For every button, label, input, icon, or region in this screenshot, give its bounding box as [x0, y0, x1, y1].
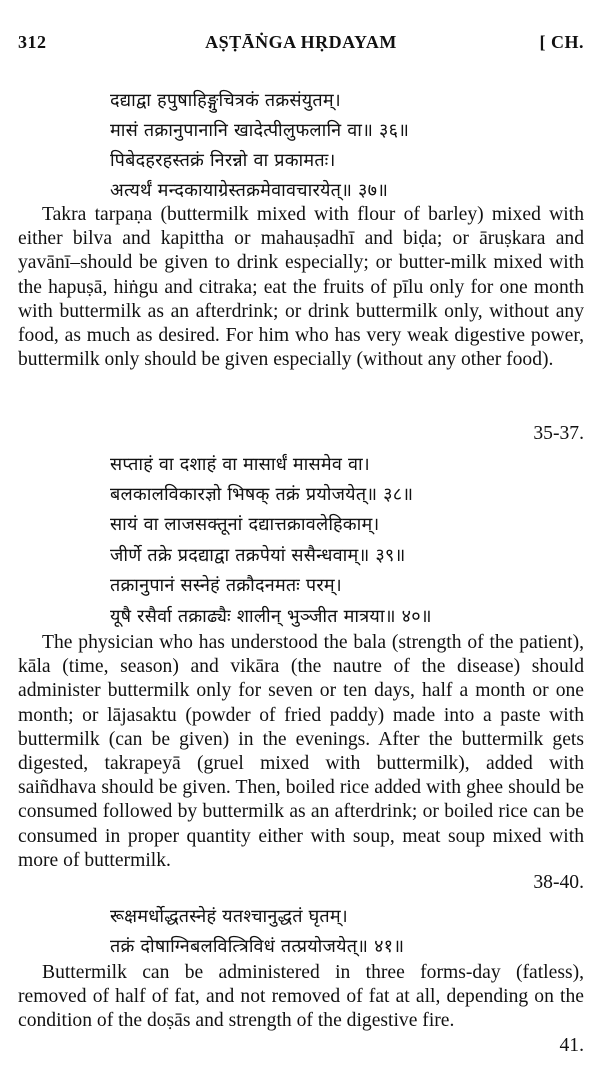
verse-line: सप्ताहं वा दशाहं वा मासार्धं मासमेव वा। [110, 454, 370, 475]
verse-line: दद्याद्वा हपुषाहिङ्गुचित्रकं तक्रसंयुतम्। [110, 90, 341, 111]
verse-reference: 41. [559, 1035, 584, 1056]
verse-line: तक्रानुपानं सस्नेहं तक्रौदनमतः परम्। [110, 575, 342, 596]
verse-line: मासं तक्रानुपानानि खादेत्पीलुफलानि वा॥ ३६॥ [110, 120, 410, 141]
page-number: 312 [18, 32, 47, 52]
verse-reference: 35-37. [533, 423, 584, 444]
verse-line: जीर्णे तक्रे प्रदद्याद्वा तक्रपेयां ससैन्धवाम्॥ ३९॥ [110, 545, 406, 566]
verse-line: अत्यर्थं मन्दकायाग्रेस्तक्रमेवावचारयेत्॥ ३७॥ [110, 180, 389, 201]
book-page [18, 0, 584, 1067]
translation-paragraph [18, 961, 584, 1034]
translation-text: Buttermilk can be administered in three forms-day (fatless), removed of half of fat, and not removed of fat at all, depending on the condition of the doṣās and strength of the digestive fire. [18, 962, 584, 1032]
verse-line: तक्रं दोषाग्निबलवित्त्रिविधं तत्प्रयोजयेत्॥ ४१॥ [110, 936, 405, 957]
running-title: AṢṬĀṄGA HṚDAYAM [205, 32, 397, 52]
page-header [18, 32, 584, 56]
verse-line: यूषै रसैर्वा तक्राढ्यैः शालीन् भुञ्जीत मात्रया॥ ४०॥ [110, 606, 432, 627]
verse-line: रूक्षमर्धोद्धतस्नेहं यतश्चानुद्धतं घृतम्। [110, 906, 348, 927]
verse-line: सायं वा लाजसक्तूनां दद्यात्तक्रावलेहिकाम्। [110, 514, 380, 535]
translation-paragraph [18, 203, 584, 372]
translation-paragraph [18, 631, 584, 873]
verse-line: पिबेदहरहस्तक्रं निरन्नो वा प्रकामतः। [110, 150, 336, 171]
verse-line: बलकालविकारज्ञो भिषक् तक्रं प्रयोजयेत्॥ ३८॥ [110, 484, 414, 505]
verse-reference: 38-40. [533, 872, 584, 893]
chapter-marker: [ CH. [539, 32, 584, 52]
translation-text: The physician who has understood the bala (strength of the patient), kāla (time, season) and vikāra (the nautre of the disease) should administer buttermilk only for seven or ten days, half a month or one month; or lājasaktu (powder of fried paddy) made into a paste with buttermilk (can be given) in the evenings. After the buttermilk gets digested, takrapeyā (gruel mixed with buttermilk), added with saiñdhava should be given. Then, boiled rice added with ghee should be consumed followed by buttermilk as an afterdrink; or boiled rice can be consumed in proper quantity either with soup, meat soup mixed with more of buttermilk. [18, 632, 584, 871]
translation-text: Takra tarpaṇa (buttermilk mixed with flour of barley) mixed with either bilva and kapittha or mahauṣadhī and biḍa; or āruṣkara and yavānī–should be given to drink especially; or butter-milk mixed with the hapuṣā, hiṅgu and citraka; eat the fruits of pīlu only for one month with buttermilk as an afterdrink; or drink buttermilk only, without any food, as much as desired. For him who has very weak digestive power, buttermilk only should be given especially (without any other food). [18, 204, 584, 371]
